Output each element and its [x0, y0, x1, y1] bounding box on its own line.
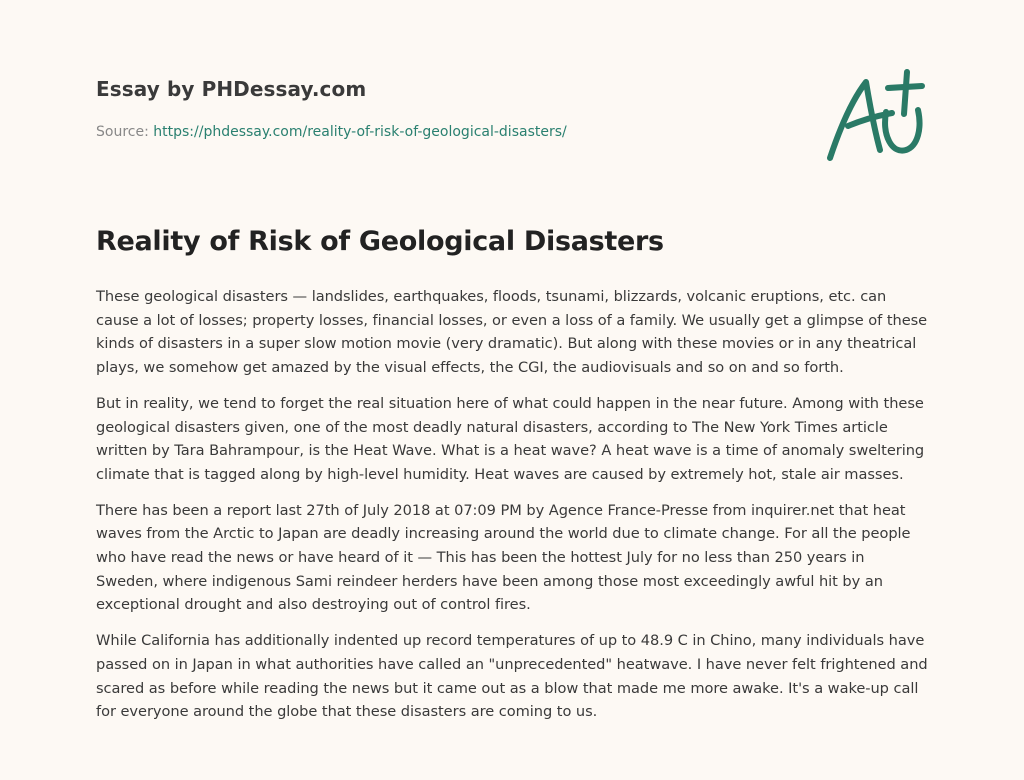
essay-paragraph: But in reality, we tend to forget the real situation here of what could happen in the near future. Among with these geological disasters given, one of the most deadly natural disasters, according to The New York Times article written by Tara Bahrampour, is the Heat Wave. What is a heat wave? A heat wave is a time of anomaly sweltering climate that is tagged along by high-level humidity. Heat waves are caused by extremely hot, stale air masses. [96, 394, 925, 483]
essay-title: Reality of Risk of Geological Disasters [96, 226, 664, 257]
essay-body [96, 285, 930, 736]
a-plus-grade-icon [822, 66, 932, 166]
site-title: Essay by PHDessay.com [96, 77, 367, 101]
essay-paragraph: These geological disasters — landslides, earthquakes, floods, tsunami, blizzards, volcanic eruptions, etc. can cause a lot of losses; property losses, financial losses, or even a loss of a family. We usually get a glimpse of these kinds of disasters in a super slow motion movie (very dramatic). But along with these movies or in any theatrical plays, we somehow get amazed by the visual effects, the CGI, the audiovisuals and so on and so forth. [96, 288, 928, 377]
source-label: Source: [96, 124, 154, 140]
essay-paragraph: There has been a report last 27th of July 2018 at 07:09 PM by Agence France-Presse from inquirer.net that heat waves from the Arctic to Japan are deadly increasing around the world due to climate change. For all the people who have read the news or have heard of it — This has been the hottest July for no less than 250 years in Sweden, where indigenous Sami reindeer herders have been among those most exceedingly awful hit by an exceptional drought and also destroying out of control fires. [96, 501, 911, 614]
essay-paragraph: While California has additionally indented up record temperatures of up to 48.9 C in Chino, many individuals have passed on in Japan in what authorities have called an "unprecedented" heatwave. I have never felt frightened and scared as before while reading the news but it came out as a blow that made me more awake. It's a wake-up call for everyone around the globe that these disasters are coming to us. [96, 632, 928, 721]
source-link[interactable]: https://phdessay.com/reality-of-risk-of-geological-disasters/ [153, 124, 567, 140]
source-line [96, 124, 567, 140]
